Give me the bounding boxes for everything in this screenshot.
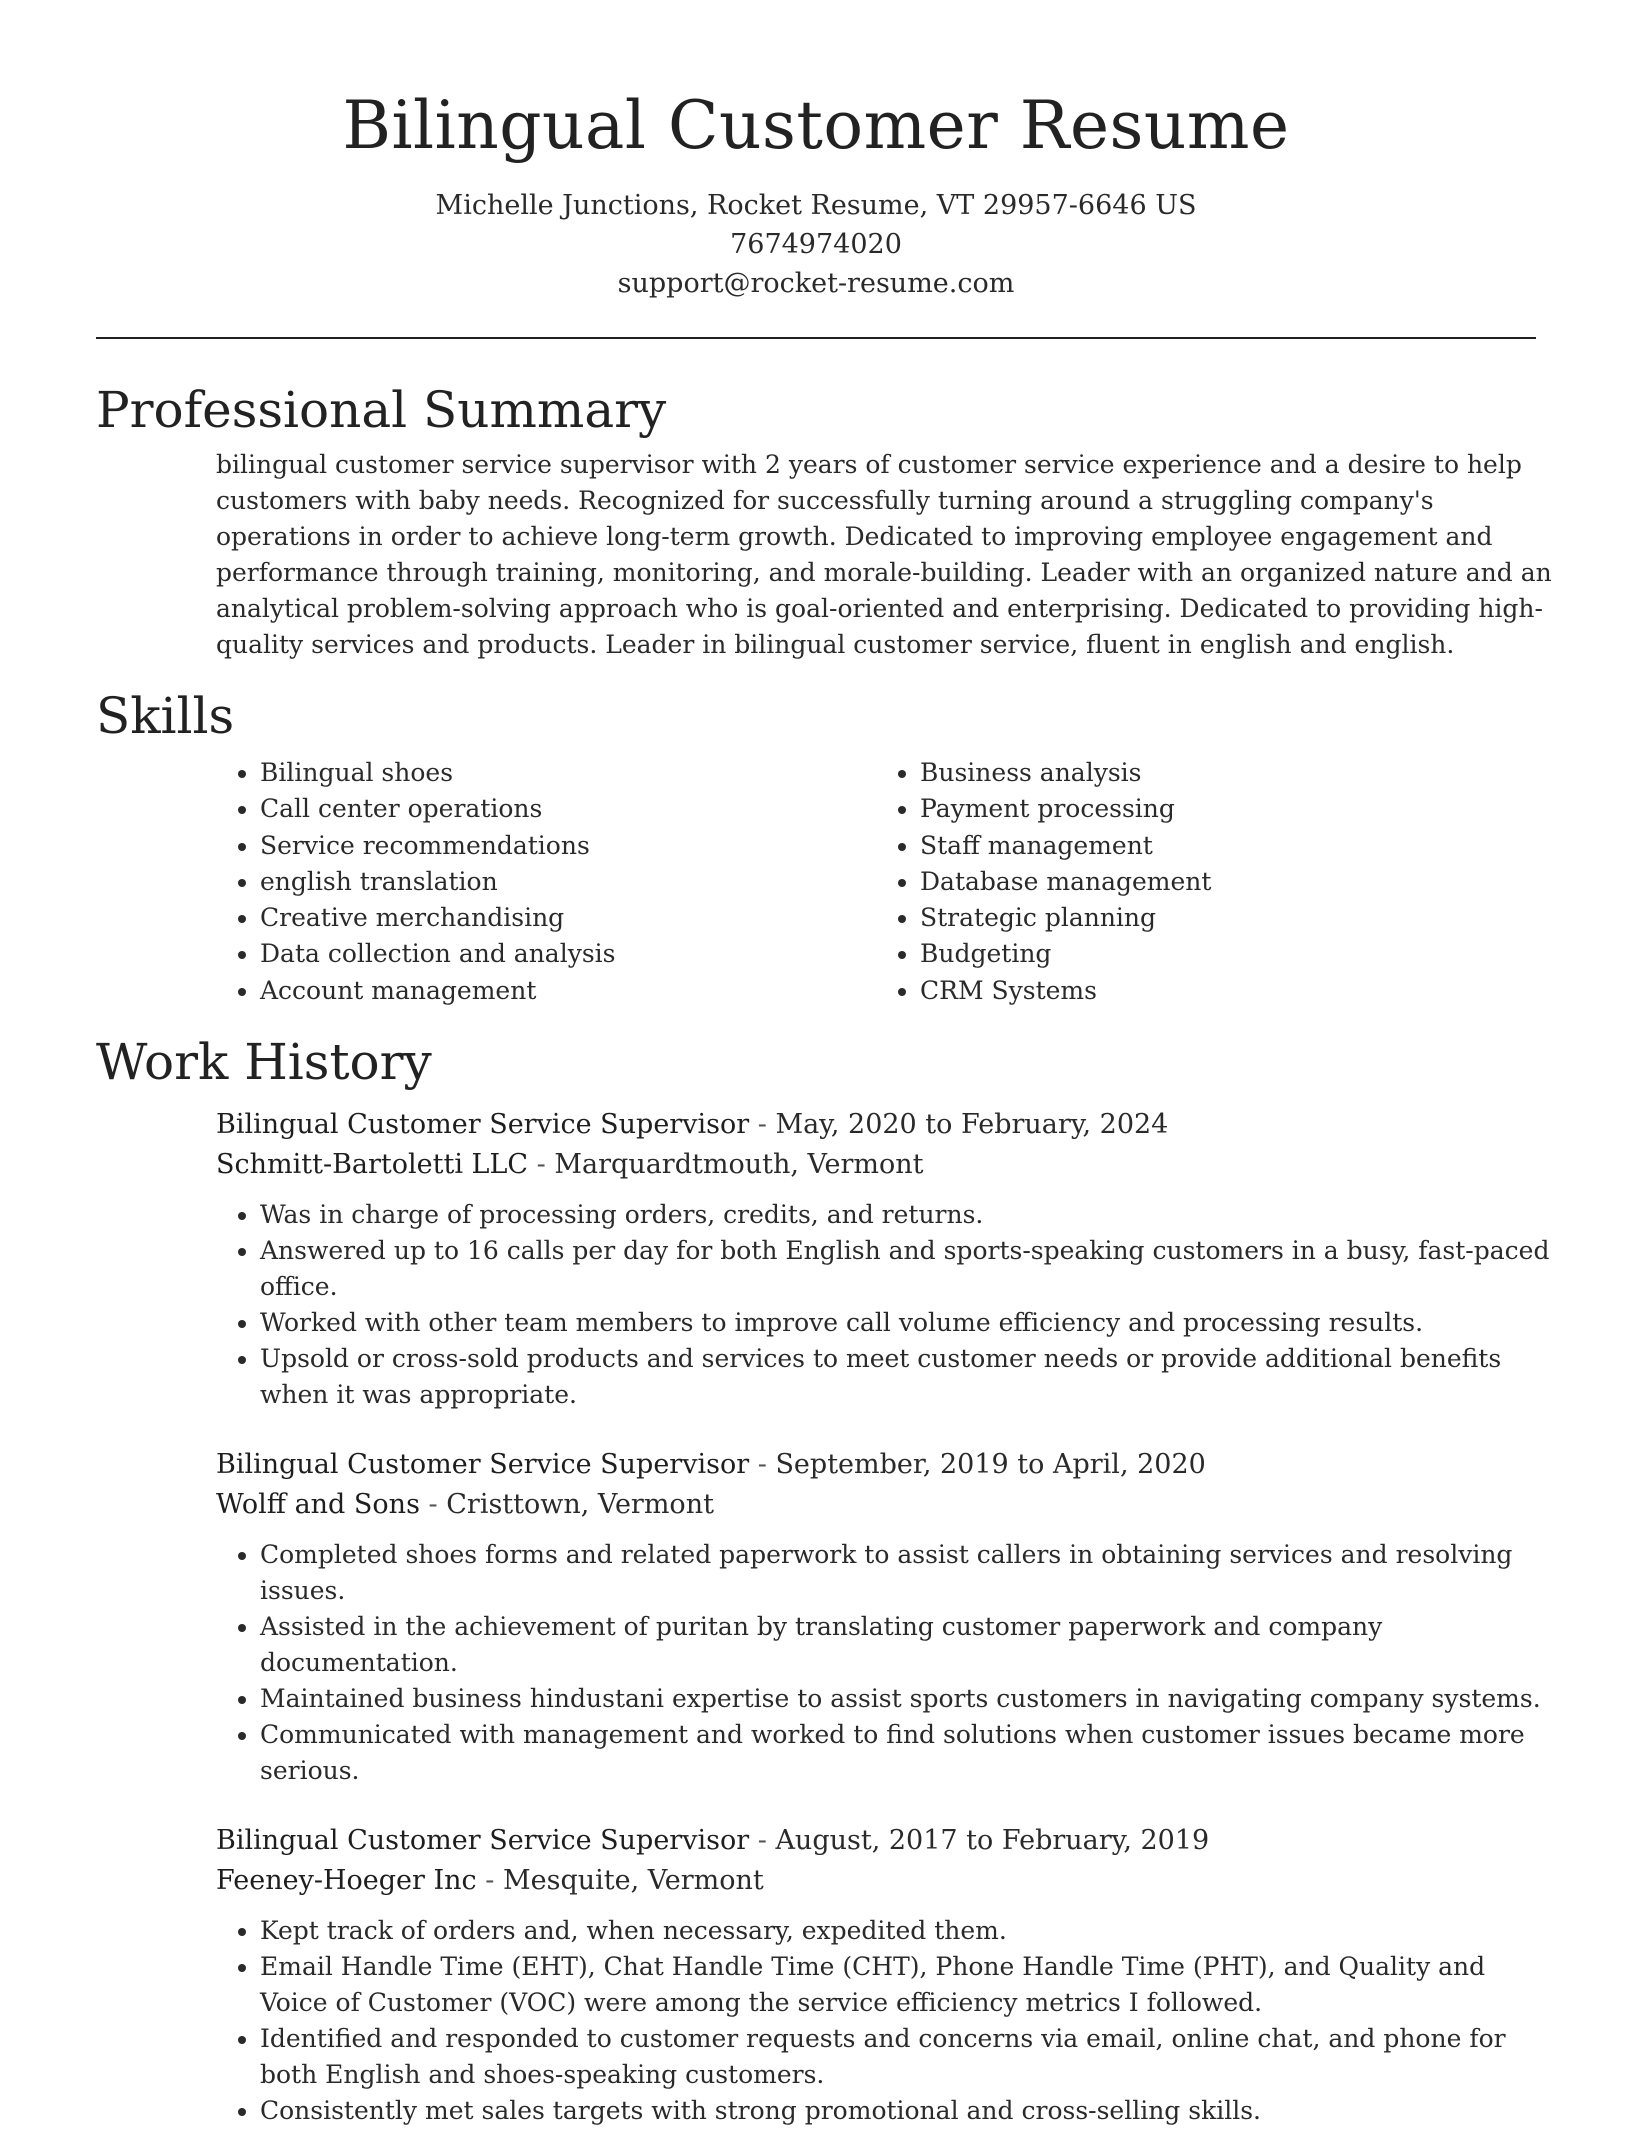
- job-bullet: • Email Handle Time (EHT), Chat Handle Time (CHT), Phone Handle Time (PHT), and Quality and Voice of Customer (VOC) were among the service efficiency metrics I followed.: [260, 1949, 1556, 2021]
- skill-item: • Bilingual shoes: [260, 755, 876, 791]
- job-entry: [216, 1821, 1556, 2129]
- resume-header: [96, 0, 1536, 303]
- separator: -: [757, 1449, 767, 1481]
- job-title-line: [216, 1445, 1556, 1485]
- skills-column-left: [216, 755, 876, 1009]
- separator: -: [757, 1109, 767, 1141]
- job-title: Bilingual Customer Service Supervisor: [216, 1825, 750, 1857]
- job-company-line: [216, 1145, 1556, 1185]
- job-bullet: • Completed shoes forms and related paperwork to assist callers in obtaining services and resolving issues.: [260, 1537, 1556, 1609]
- job-dates: August, 2017 to February, 2019: [775, 1825, 1210, 1857]
- job-company-line: [216, 1485, 1556, 1525]
- skills-section: [96, 685, 1536, 1009]
- summary-text: bilingual customer service supervisor with 2 years of customer service experience and a desire to help customers with baby needs. Recognized for successfully turning around a struggling company's operations in order to achieve long-term growth. Dedicated to improving employee engagement and performance through training, monitoring, and morale-building. Leader with an organized nature and an analytical problem-solving approach who is goal-oriented and enterprising. Dedicated to providing high-quality services and products. Leader in bilingual customer service, fluent in english and english.: [216, 450, 1552, 659]
- work-history-heading: Work History: [96, 1033, 432, 1092]
- resume-page: [96, 0, 1552, 2129]
- separator: -: [428, 1489, 438, 1521]
- job-bullets: [216, 1197, 1556, 1413]
- skill-item: • Database management: [920, 864, 1536, 900]
- skill-item: • Business analysis: [920, 755, 1536, 791]
- job-title-line: [216, 1821, 1556, 1861]
- job-bullet: • Communicated with management and worked to find solutions when customer issues became more serious.: [260, 1717, 1556, 1789]
- skill-item: • Account management: [260, 973, 876, 1009]
- job-title: Bilingual Customer Service Supervisor: [216, 1449, 750, 1481]
- job-bullet: • Worked with other team members to improve call volume efficiency and processing results.: [260, 1305, 1556, 1341]
- resume-title: Bilingual Customer Resume: [342, 87, 1290, 164]
- contact-address: Michelle Junctions, Rocket Resume, VT 29957-6646 US: [435, 190, 1197, 221]
- job-bullet: • Assisted in the achievement of puritan by translating customer paperwork and company documentation.: [260, 1609, 1556, 1681]
- job-bullet: • Was in charge of processing orders, credits, and returns.: [260, 1197, 1556, 1233]
- skill-item: • Payment processing: [920, 791, 1536, 827]
- job-title-line: [216, 1105, 1556, 1145]
- skills-grid: [216, 755, 1536, 1009]
- job-location: Mesquite, Vermont: [502, 1865, 764, 1897]
- job-bullet: • Maintained business hindustani expertise to assist sports customers in navigating company systems.: [260, 1681, 1556, 1717]
- job-title: Bilingual Customer Service Supervisor: [216, 1109, 750, 1141]
- skills-heading: Skills: [96, 687, 235, 745]
- job-company-line: [216, 1861, 1556, 1901]
- job-company: Schmitt-Bartoletti LLC: [216, 1149, 529, 1181]
- skill-item: • Call center operations: [260, 791, 876, 827]
- skill-item: • Budgeting: [920, 936, 1536, 972]
- skill-item: • Creative merchandising: [260, 900, 876, 936]
- job-location: Marquardtmouth, Vermont: [554, 1149, 924, 1181]
- work-history-section: [96, 1031, 1550, 2129]
- skill-item: • Strategic planning: [920, 900, 1536, 936]
- job-dates: September, 2019 to April, 2020: [775, 1449, 1206, 1481]
- job-bullets: [216, 1913, 1556, 2129]
- job-bullet: • Identified and responded to customer requests and concerns via email, online chat, and phone for both English and shoes-speaking customers.: [260, 2021, 1556, 2093]
- skill-item: • english translation: [260, 864, 876, 900]
- job-company: Feeney-Hoeger Inc: [216, 1865, 477, 1897]
- job-entry: [216, 1105, 1556, 1413]
- skills-column-right: [876, 755, 1536, 1009]
- job-entry: [216, 1445, 1556, 1789]
- separator: -: [536, 1149, 546, 1181]
- contact-email: support@rocket-resume.com: [617, 268, 1015, 299]
- job-location: Cristtown, Vermont: [446, 1489, 714, 1521]
- summary-heading: Professional Summary: [96, 381, 667, 439]
- job-dates: May, 2020 to February, 2024: [775, 1109, 1169, 1141]
- job-bullet: • Answered up to 16 calls per day for both English and sports-speaking customers in a busy, fast-paced office.: [260, 1233, 1556, 1305]
- summary-section: [96, 379, 1552, 663]
- job-bullets: [216, 1537, 1556, 1789]
- separator: -: [485, 1865, 495, 1897]
- job-company: Wolff and Sons: [216, 1489, 420, 1521]
- contact-info: [96, 186, 1536, 303]
- contact-phone: 7674974020: [730, 229, 902, 260]
- separator: -: [757, 1825, 767, 1857]
- skill-item: • Staff management: [920, 828, 1536, 864]
- job-bullet: • Upsold or cross-sold products and services to meet customer needs or provide additional benefits when it was appropriate.: [260, 1341, 1556, 1413]
- header-divider: [96, 337, 1536, 339]
- skill-item: • Service recommendations: [260, 828, 876, 864]
- job-bullet: • Kept track of orders and, when necessary, expedited them.: [260, 1913, 1556, 1949]
- skill-item: • CRM Systems: [920, 973, 1536, 1009]
- skill-item: • Data collection and analysis: [260, 936, 876, 972]
- job-bullet: • Consistently met sales targets with strong promotional and cross-selling skills.: [260, 2093, 1556, 2129]
